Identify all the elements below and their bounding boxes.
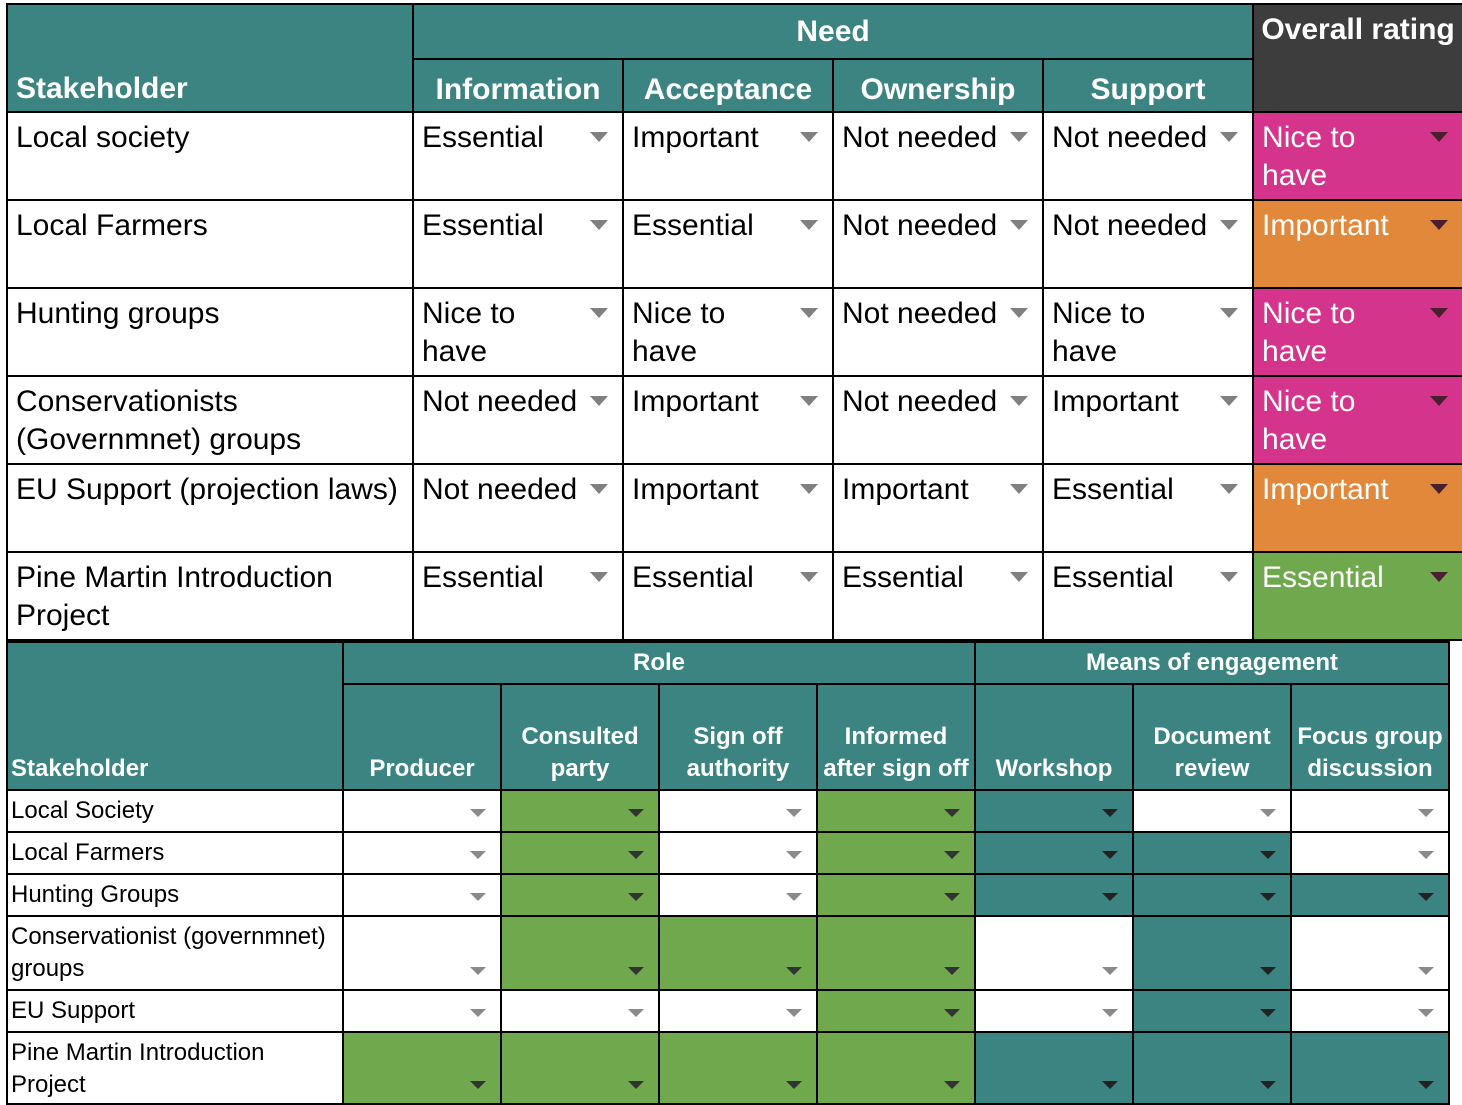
dropdown-value: Important xyxy=(632,473,759,506)
role-dropdown-consulted-party[interactable] xyxy=(501,874,659,916)
engagement-dropdown-workshop[interactable] xyxy=(975,874,1133,916)
dropdown-value: Important xyxy=(632,121,759,154)
dropdown-arrow-icon[interactable] xyxy=(944,851,960,859)
dropdown-arrow-icon[interactable] xyxy=(1418,967,1434,975)
dropdown-value: Important xyxy=(1052,385,1179,418)
engagement-dropdown-document-review[interactable] xyxy=(1133,874,1291,916)
dropdown-arrow-icon[interactable] xyxy=(1102,1081,1118,1089)
overall-rating-header: Overall rating xyxy=(1253,4,1462,112)
dropdown-value: Not needed xyxy=(422,473,578,506)
stakeholder-cell: Hunting groups xyxy=(7,288,413,376)
role-dropdown-informed-after-sign-off[interactable] xyxy=(817,874,975,916)
dropdown-arrow-icon[interactable] xyxy=(1260,851,1276,859)
dropdown-arrow-icon[interactable] xyxy=(1010,220,1028,230)
need-dropdown-support[interactable] xyxy=(1043,288,1253,376)
dropdown-arrow-icon[interactable] xyxy=(470,1081,486,1089)
dropdown-arrow-icon[interactable] xyxy=(1102,1009,1118,1017)
dropdown-arrow-icon[interactable] xyxy=(1102,809,1118,817)
dropdown-arrow-icon[interactable] xyxy=(1102,893,1118,901)
need-dropdown-ownership[interactable] xyxy=(833,464,1043,552)
table-row xyxy=(7,112,1462,200)
dropdown-arrow-icon[interactable] xyxy=(590,308,608,318)
engagement-dropdown-workshop[interactable] xyxy=(975,790,1133,832)
dropdown-arrow-icon[interactable] xyxy=(1260,1009,1276,1017)
stakeholder-header: Stakeholder xyxy=(7,642,343,790)
engagement-dropdown-workshop[interactable] xyxy=(975,1032,1133,1104)
table-row xyxy=(7,916,1449,990)
need-dropdown-acceptance[interactable] xyxy=(623,200,833,288)
dropdown-value: Nice to have xyxy=(1262,385,1356,456)
stakeholder-cell: Local society xyxy=(7,112,413,200)
engagement-dropdown-workshop[interactable] xyxy=(975,832,1133,874)
engagement-dropdown-workshop[interactable] xyxy=(975,990,1133,1032)
dropdown-value: Essential xyxy=(632,209,754,242)
table-row xyxy=(7,288,1462,376)
dropdown-value: Not needed xyxy=(1052,121,1208,154)
role-dropdown-sign-off-authority[interactable] xyxy=(659,832,817,874)
column-header-focus-group-discussion: Focus group discussion xyxy=(1291,684,1449,790)
column-header-information: Information xyxy=(413,59,623,112)
dropdown-value: Essential xyxy=(632,561,754,594)
overall-rating-dropdown[interactable] xyxy=(1253,112,1462,200)
need-dropdown-ownership[interactable] xyxy=(833,112,1043,200)
engagement-dropdown-focus-group-discussion[interactable] xyxy=(1291,916,1449,990)
stakeholder-cell: Pine Martin Introduction Project xyxy=(7,1032,343,1104)
dropdown-value: Essential xyxy=(422,121,544,154)
engagement-dropdown-focus-group-discussion[interactable] xyxy=(1291,874,1449,916)
need-dropdown-ownership[interactable] xyxy=(833,288,1043,376)
need-dropdown-support[interactable] xyxy=(1043,200,1253,288)
dropdown-arrow-icon[interactable] xyxy=(944,1009,960,1017)
dropdown-arrow-icon[interactable] xyxy=(1220,484,1238,494)
dropdown-arrow-icon[interactable] xyxy=(628,851,644,859)
role-dropdown-producer[interactable] xyxy=(343,874,501,916)
dropdown-value: Not needed xyxy=(1052,209,1208,242)
dropdown-value: Important xyxy=(842,473,969,506)
column-header-consulted-party: Consulted party xyxy=(501,684,659,790)
dropdown-arrow-icon[interactable] xyxy=(1102,851,1118,859)
stakeholder-cell: Pine Martin Introduction Project xyxy=(7,552,413,640)
dropdown-arrow-icon[interactable] xyxy=(1220,396,1238,406)
need-group-header: Need xyxy=(413,4,1253,59)
need-dropdown-acceptance[interactable] xyxy=(623,112,833,200)
role-dropdown-consulted-party[interactable] xyxy=(501,790,659,832)
dropdown-arrow-icon[interactable] xyxy=(786,1081,802,1089)
engagement-dropdown-document-review[interactable] xyxy=(1133,916,1291,990)
dropdown-value: Important xyxy=(1262,209,1389,242)
column-header-document-review: Document review xyxy=(1133,684,1291,790)
dropdown-arrow-icon[interactable] xyxy=(944,809,960,817)
dropdown-arrow-icon[interactable] xyxy=(800,484,818,494)
dropdown-value: Essential xyxy=(422,209,544,242)
dropdown-arrow-icon[interactable] xyxy=(1430,132,1448,142)
dropdown-arrow-icon[interactable] xyxy=(1220,308,1238,318)
role-dropdown-informed-after-sign-off[interactable] xyxy=(817,916,975,990)
dropdown-value: Not needed xyxy=(422,385,578,418)
dropdown-arrow-icon[interactable] xyxy=(944,967,960,975)
need-dropdown-support[interactable] xyxy=(1043,112,1253,200)
stakeholder-cell: Hunting Groups xyxy=(7,874,343,916)
dropdown-arrow-icon[interactable] xyxy=(800,132,818,142)
dropdown-arrow-icon[interactable] xyxy=(1418,1009,1434,1017)
column-header-informed-after-sign-off: Informed after sign off xyxy=(817,684,975,790)
dropdown-arrow-icon[interactable] xyxy=(786,851,802,859)
dropdown-arrow-icon[interactable] xyxy=(800,220,818,230)
column-header-support: Support xyxy=(1043,59,1253,112)
dropdown-arrow-icon[interactable] xyxy=(1418,851,1434,859)
engagement-dropdown-focus-group-discussion[interactable] xyxy=(1291,990,1449,1032)
dropdown-arrow-icon[interactable] xyxy=(470,809,486,817)
column-header-workshop: Workshop xyxy=(975,684,1133,790)
stakeholder-cell: Local Farmers xyxy=(7,200,413,288)
dropdown-arrow-icon[interactable] xyxy=(1430,396,1448,406)
dropdown-arrow-icon[interactable] xyxy=(786,967,802,975)
table-row xyxy=(7,874,1449,916)
need-dropdown-information[interactable] xyxy=(413,288,623,376)
dropdown-arrow-icon[interactable] xyxy=(470,893,486,901)
dropdown-arrow-icon[interactable] xyxy=(1418,809,1434,817)
dropdown-value: Nice to have xyxy=(1052,297,1146,368)
dropdown-arrow-icon[interactable] xyxy=(628,967,644,975)
dropdown-arrow-icon[interactable] xyxy=(1010,484,1028,494)
column-header-producer: Producer xyxy=(343,684,501,790)
engagement-dropdown-document-review[interactable] xyxy=(1133,1032,1291,1104)
dropdown-arrow-icon[interactable] xyxy=(800,308,818,318)
table-row xyxy=(7,990,1449,1032)
role-dropdown-producer[interactable] xyxy=(343,990,501,1032)
dropdown-arrow-icon[interactable] xyxy=(1220,572,1238,582)
role-dropdown-consulted-party[interactable] xyxy=(501,1032,659,1104)
table-row xyxy=(7,832,1449,874)
table-row xyxy=(7,790,1449,832)
dropdown-arrow-icon[interactable] xyxy=(786,893,802,901)
role-dropdown-consulted-party[interactable] xyxy=(501,916,659,990)
dropdown-arrow-icon[interactable] xyxy=(470,967,486,975)
dropdown-arrow-icon[interactable] xyxy=(1430,220,1448,230)
need-dropdown-acceptance[interactable] xyxy=(623,376,833,464)
dropdown-value: Essential xyxy=(1262,561,1384,594)
role-dropdown-producer[interactable] xyxy=(343,916,501,990)
dropdown-arrow-icon[interactable] xyxy=(590,396,608,406)
dropdown-arrow-icon[interactable] xyxy=(1430,572,1448,582)
column-header-acceptance: Acceptance xyxy=(623,59,833,112)
dropdown-value: Important xyxy=(632,385,759,418)
role-dropdown-sign-off-authority[interactable] xyxy=(659,790,817,832)
engagement-dropdown-document-review[interactable] xyxy=(1133,832,1291,874)
dropdown-arrow-icon[interactable] xyxy=(1260,893,1276,901)
role-dropdown-producer[interactable] xyxy=(343,832,501,874)
role-dropdown-sign-off-authority[interactable] xyxy=(659,916,817,990)
dropdown-arrow-icon[interactable] xyxy=(1418,893,1434,901)
role-dropdown-informed-after-sign-off[interactable] xyxy=(817,1032,975,1104)
need-dropdown-information[interactable] xyxy=(413,376,623,464)
dropdown-value: Nice to have xyxy=(1262,297,1356,368)
role-dropdown-sign-off-authority[interactable] xyxy=(659,990,817,1032)
dropdown-arrow-icon[interactable] xyxy=(1220,220,1238,230)
dropdown-arrow-icon[interactable] xyxy=(590,132,608,142)
dropdown-arrow-icon[interactable] xyxy=(786,809,802,817)
need-dropdown-acceptance[interactable] xyxy=(623,464,833,552)
column-header-ownership: Ownership xyxy=(833,59,1043,112)
role-dropdown-informed-after-sign-off[interactable] xyxy=(817,832,975,874)
need-dropdown-support[interactable] xyxy=(1043,552,1253,640)
dropdown-value: Essential xyxy=(1052,561,1174,594)
role-engagement-table xyxy=(6,641,1450,1105)
overall-rating-dropdown[interactable] xyxy=(1253,552,1462,640)
dropdown-arrow-icon[interactable] xyxy=(628,1081,644,1089)
overall-rating-dropdown[interactable] xyxy=(1253,288,1462,376)
dropdown-arrow-icon[interactable] xyxy=(1430,308,1448,318)
table-row xyxy=(7,200,1462,288)
dropdown-value: Nice to have xyxy=(422,297,516,368)
dropdown-value: Not needed xyxy=(842,385,998,418)
need-table xyxy=(6,3,1462,641)
dropdown-arrow-icon[interactable] xyxy=(1102,967,1118,975)
table-row xyxy=(7,1032,1449,1104)
engagement-dropdown-focus-group-discussion[interactable] xyxy=(1291,1032,1449,1104)
dropdown-arrow-icon[interactable] xyxy=(1010,396,1028,406)
stakeholder-cell: EU Support (projection laws) xyxy=(7,464,413,552)
dropdown-value: Not needed xyxy=(842,209,998,242)
dropdown-value: Nice to have xyxy=(1262,121,1356,192)
overall-rating-dropdown[interactable] xyxy=(1253,200,1462,288)
role-dropdown-producer[interactable] xyxy=(343,790,501,832)
need-dropdown-information[interactable] xyxy=(413,112,623,200)
dropdown-arrow-icon[interactable] xyxy=(800,572,818,582)
engagement-group-header: Means of engagement xyxy=(975,642,1449,684)
need-dropdown-information[interactable] xyxy=(413,552,623,640)
table-row xyxy=(7,464,1462,552)
stakeholder-cell: Local Society xyxy=(7,790,343,832)
engagement-dropdown-focus-group-discussion[interactable] xyxy=(1291,790,1449,832)
dropdown-arrow-icon[interactable] xyxy=(628,809,644,817)
table-row xyxy=(7,552,1462,640)
need-dropdown-acceptance[interactable] xyxy=(623,552,833,640)
dropdown-arrow-icon[interactable] xyxy=(944,1081,960,1089)
engagement-dropdown-focus-group-discussion[interactable] xyxy=(1291,832,1449,874)
dropdown-arrow-icon[interactable] xyxy=(1430,484,1448,494)
dropdown-arrow-icon[interactable] xyxy=(590,484,608,494)
dropdown-value: Nice to have xyxy=(632,297,726,368)
dropdown-arrow-icon[interactable] xyxy=(628,893,644,901)
role-dropdown-consulted-party[interactable] xyxy=(501,990,659,1032)
dropdown-value: Not needed xyxy=(842,121,998,154)
dropdown-arrow-icon[interactable] xyxy=(1418,1081,1434,1089)
overall-rating-dropdown[interactable] xyxy=(1253,376,1462,464)
dropdown-arrow-icon[interactable] xyxy=(786,1009,802,1017)
column-header-sign-off-authority: Sign off authority xyxy=(659,684,817,790)
stakeholder-cell: EU Support xyxy=(7,990,343,1032)
need-dropdown-support[interactable] xyxy=(1043,376,1253,464)
dropdown-arrow-icon[interactable] xyxy=(800,396,818,406)
dropdown-arrow-icon[interactable] xyxy=(590,220,608,230)
role-dropdown-consulted-party[interactable] xyxy=(501,832,659,874)
role-dropdown-informed-after-sign-off[interactable] xyxy=(817,990,975,1032)
need-dropdown-acceptance[interactable] xyxy=(623,288,833,376)
engagement-dropdown-document-review[interactable] xyxy=(1133,790,1291,832)
role-dropdown-producer[interactable] xyxy=(343,1032,501,1104)
engagement-dropdown-document-review[interactable] xyxy=(1133,990,1291,1032)
dropdown-arrow-icon[interactable] xyxy=(1010,308,1028,318)
table-row xyxy=(7,376,1462,464)
dropdown-arrow-icon[interactable] xyxy=(628,1009,644,1017)
dropdown-arrow-icon[interactable] xyxy=(1220,132,1238,142)
dropdown-arrow-icon[interactable] xyxy=(1260,809,1276,817)
overall-rating-dropdown[interactable] xyxy=(1253,464,1462,552)
stakeholder-cell: Local Farmers xyxy=(7,832,343,874)
stakeholder-header: Stakeholder xyxy=(7,4,413,112)
dropdown-arrow-icon[interactable] xyxy=(470,1009,486,1017)
dropdown-value: Not needed xyxy=(842,297,998,330)
need-dropdown-support[interactable] xyxy=(1043,464,1253,552)
dropdown-arrow-icon[interactable] xyxy=(944,893,960,901)
stakeholder-cell: Conservationist (governmnet) groups xyxy=(7,916,343,990)
dropdown-value: Important xyxy=(1262,473,1389,506)
engagement-dropdown-workshop[interactable] xyxy=(975,916,1133,990)
dropdown-arrow-icon[interactable] xyxy=(470,851,486,859)
role-dropdown-sign-off-authority[interactable] xyxy=(659,874,817,916)
dropdown-value: Essential xyxy=(842,561,964,594)
stakeholder-cell: Conservationists (Governmnet) groups xyxy=(7,376,413,464)
role-dropdown-informed-after-sign-off[interactable] xyxy=(817,790,975,832)
dropdown-arrow-icon[interactable] xyxy=(1260,1081,1276,1089)
dropdown-value: Essential xyxy=(422,561,544,594)
need-dropdown-information[interactable] xyxy=(413,464,623,552)
dropdown-value: Essential xyxy=(1052,473,1174,506)
dropdown-arrow-icon[interactable] xyxy=(590,572,608,582)
need-dropdown-information[interactable] xyxy=(413,200,623,288)
dropdown-arrow-icon[interactable] xyxy=(1260,967,1276,975)
dropdown-arrow-icon[interactable] xyxy=(1010,572,1028,582)
role-group-header: Role xyxy=(343,642,975,684)
role-dropdown-sign-off-authority[interactable] xyxy=(659,1032,817,1104)
dropdown-arrow-icon[interactable] xyxy=(1010,132,1028,142)
need-dropdown-ownership[interactable] xyxy=(833,552,1043,640)
need-dropdown-ownership[interactable] xyxy=(833,376,1043,464)
need-dropdown-ownership[interactable] xyxy=(833,200,1043,288)
